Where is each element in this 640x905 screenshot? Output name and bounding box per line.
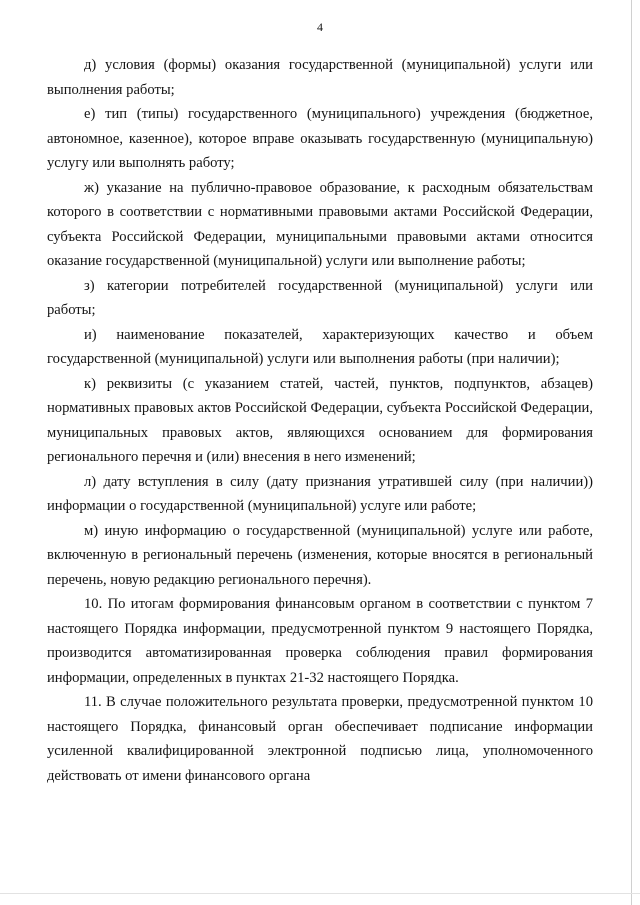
paragraph-l: л) дату вступления в силу (дату признания утратившей силу (при наличии)) информации о государственной (муниципальной) услуге или работе; — [47, 473, 593, 514]
paragraph-e: е) тип (типы) государственного (муниципального) учреждения (бюджетное, автономное, казенное), которое вправе оказывать государственную (муниципальную) услугу или выполнять работу; — [47, 106, 593, 171]
page-number: 4 — [317, 20, 323, 34]
paragraph-zh: ж) указание на публично-правовое образование, к расходным обязательствам которого в соответствии с нормативными правовыми актами Российской Федерации, субъекта Российской Федерации, муниципальными правовыми актами относится оказание государственной (муниципальной) услуги или выполнение работы; — [47, 179, 593, 269]
scan-bottom-line — [0, 893, 640, 894]
scan-edge-line — [631, 0, 632, 905]
paragraph-10: 10. По итогам формирования финансовым органом в соответствии с пунктом 7 настоящего Порядка информации, предусмотренной пунктом 9 настоящего Порядка, производится автоматизированная проверка соблюдения правил формирования информации, определенных в пунктах 21-32 настоящего Порядка. — [47, 596, 593, 686]
paragraph-z: з) категории потребителей государственной (муниципальной) услуги или работы; — [47, 277, 593, 318]
paragraph-k: к) реквизиты (с указанием статей, частей, пунктов, подпунктов, абзацев) нормативных правовых актов Российской Федерации, субъекта Российской Федерации, муниципальных правовых актов, являющихся основанием для формирования регионального перечня и (или) внесения в него изменений; — [47, 375, 593, 465]
document-body — [47, 53, 593, 788]
paragraph-i: и) наименование показателей, характеризующих качество и объем государственной (муниципальной) услуги или выполнения работы (при наличии); — [47, 326, 593, 367]
paragraph-m: м) иную информацию о государственной (муниципальной) услуге или работе, включенную в региональный перечень (изменения, которые вносятся в региональный перечень, новую редакцию регионального перечня). — [47, 522, 593, 588]
paragraph-11: 11. В случае положительного результата проверки, предусмотренной пунктом 10 настоящего Порядка, финансовый орган обеспечивает подписание информации усиленной квалифицированной электронной подписью лица, уполномоченного действовать от имени финансового органа — [47, 694, 593, 784]
paragraph-d: д) условия (формы) оказания государственной (муниципальной) услуги или выполнения работы; — [47, 57, 593, 98]
